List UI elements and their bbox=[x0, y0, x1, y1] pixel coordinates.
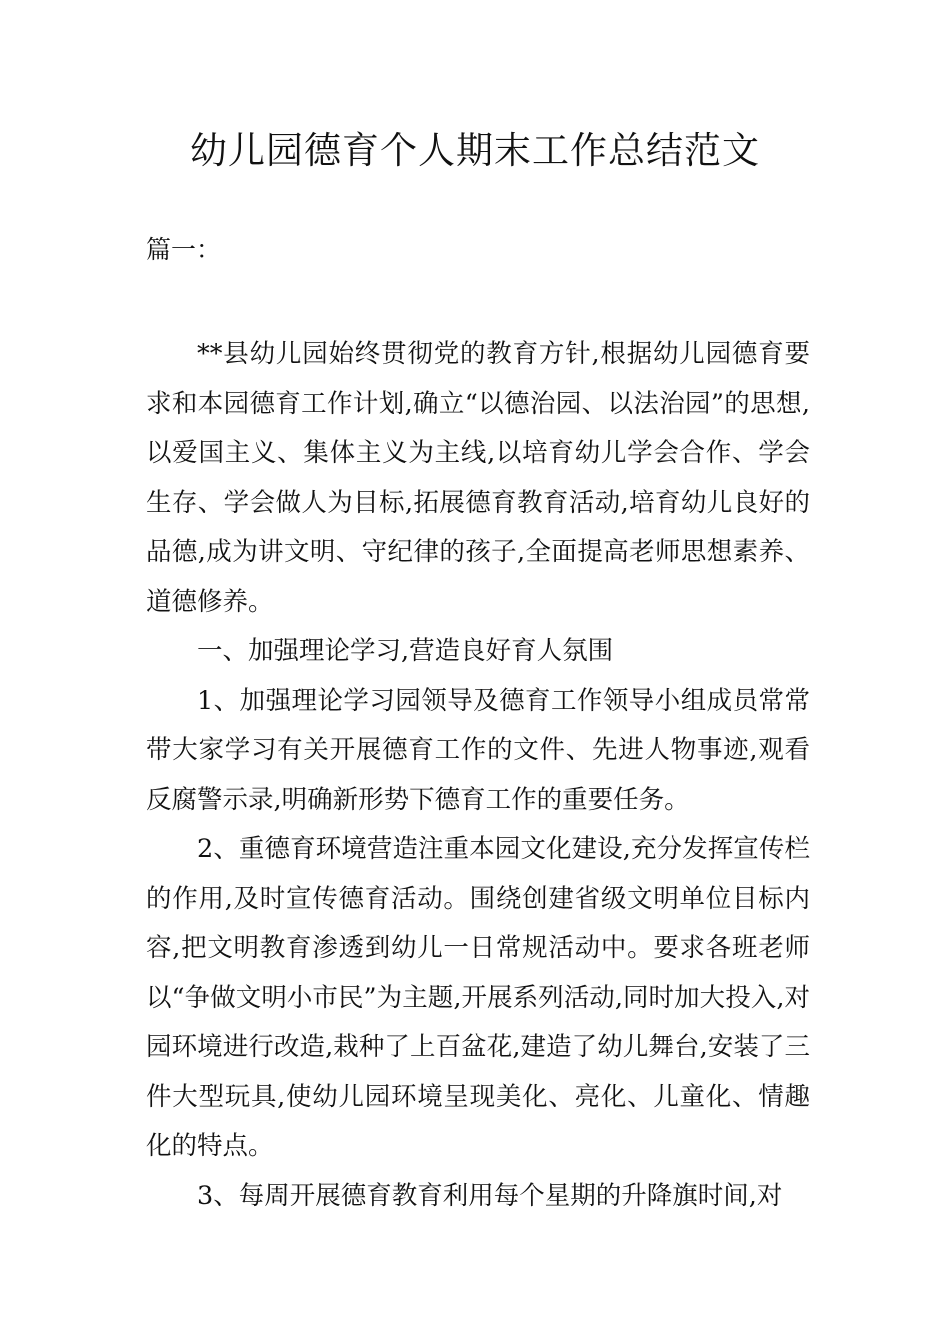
paragraph-item-1: 1、加强理论学习园领导及德育工作领导小组成员常常带大家学习有关开展德育工作的文件、先进人物事迹,观看反腐警示录,明确新形势下德育工作的重要任务。 bbox=[146, 685, 810, 815]
section-heading-1: 一、加强理论学习,营造良好育人氛围 bbox=[197, 636, 614, 666]
document-title: 幼儿园德育个人期末工作总结范文 bbox=[190, 129, 760, 172]
paragraph-item-3: 3、每周开展德育教育利用每个星期的升降旗时间,对 bbox=[197, 1180, 783, 1211]
part-label: 篇一： bbox=[146, 235, 222, 264]
paragraph-intro: **县幼儿园始终贯彻党的教育方针,根据幼儿园德育要求和本园德育工作计划,确立“以德治园、以法治园”的思想,以爱国主义、集体主义为主线,以培育幼儿学会合作、学会生存、学会做人为目标,拓展德育教育活动,培育幼儿良好的品德,成为讲文明、守纪律的孩子,全面提高老师思想素养、道德修养。 bbox=[146, 339, 810, 617]
paragraph-item-2: 2、重德育环境营造注重本园文化建设,充分发挥宣传栏的作用,及时宣传德育活动。围绕创建省级文明单位目标内容,把文明教育渗透到幼儿一日常规活动中。要求各班老师以“争做文明小市民”为主题,开展系列活动,同时加大投入,对园环境进行改造,栽种了上百盆花,建造了幼儿舞台,安装了三件大型玩具,使幼儿园环境呈现美化、亮化、儿童化、情趣化的特点。 bbox=[146, 834, 810, 1161]
document-body bbox=[146, 330, 810, 1221]
